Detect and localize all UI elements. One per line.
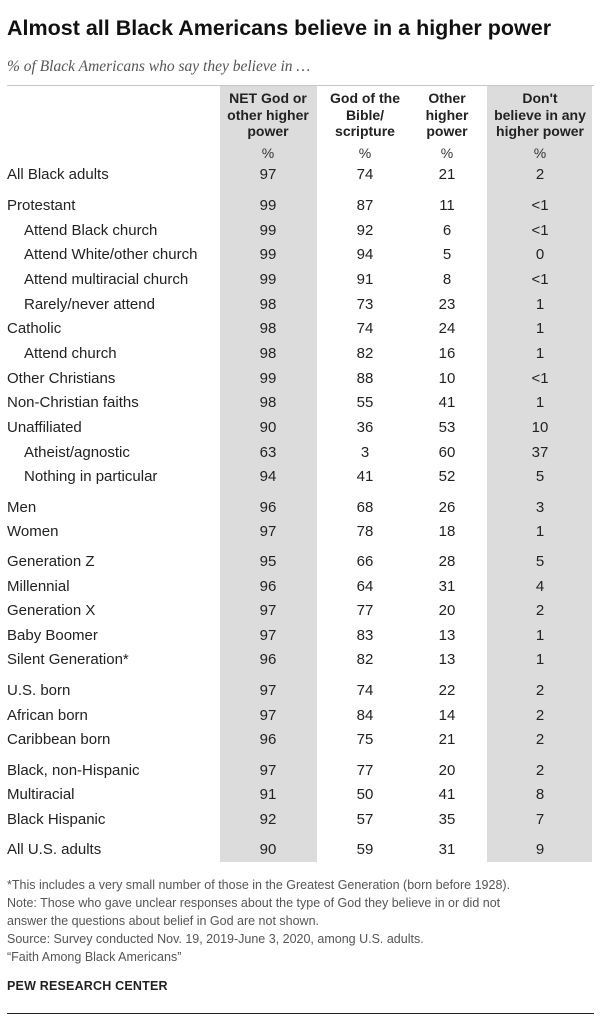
- row-label: U.S. born: [7, 682, 71, 699]
- column-header-line: God of the: [330, 90, 400, 106]
- cell-other: 21: [438, 166, 456, 183]
- cell-net: 99: [259, 222, 277, 239]
- cell-other: 60: [438, 444, 456, 461]
- cell-bible: 57: [356, 811, 374, 828]
- cell-dont: 1: [535, 394, 545, 411]
- cell-bible: 50: [356, 786, 374, 803]
- cell-other: 18: [438, 523, 456, 540]
- column-header-line: power: [426, 123, 468, 139]
- cell-dont: 5: [535, 553, 545, 570]
- cell-net: 63: [259, 444, 277, 461]
- cell-bible: 91: [356, 271, 374, 288]
- row-label: Multiracial: [7, 786, 75, 803]
- cell-dont: <1: [531, 197, 549, 214]
- cell-net: 99: [259, 271, 277, 288]
- bottom-divider: [7, 1013, 594, 1014]
- cell-other: 8: [442, 271, 452, 288]
- chart-subtitle: % of Black Americans who say they believe in …: [7, 58, 311, 75]
- cell-bible: 83: [356, 627, 374, 644]
- cell-other: 5: [442, 246, 452, 263]
- cell-bible: 41: [356, 468, 374, 485]
- cell-net: 96: [259, 651, 277, 668]
- row-label: Unaffiliated: [7, 419, 82, 436]
- cell-bible: 64: [356, 578, 374, 595]
- cell-net: 97: [259, 707, 277, 724]
- cell-bible: 84: [356, 707, 374, 724]
- cell-bible: 66: [356, 553, 374, 570]
- row-label: Protestant: [7, 197, 76, 214]
- cell-net: 98: [259, 320, 277, 337]
- cell-dont: 7: [535, 811, 545, 828]
- cell-bible: 78: [356, 523, 374, 540]
- chart-title: Almost all Black Americans believe in a higher power: [7, 16, 552, 40]
- cell-bible: 36: [356, 419, 374, 436]
- cell-dont: 1: [535, 523, 545, 540]
- row-label: Men: [7, 499, 37, 516]
- cell-net: 96: [259, 731, 277, 748]
- cell-other: 52: [438, 468, 456, 485]
- row-label: African born: [7, 707, 88, 724]
- brand-label: PEW RESEARCH CENTER: [7, 979, 168, 993]
- cell-dont: 1: [535, 296, 545, 313]
- row-label: All U.S. adults: [7, 841, 102, 858]
- cell-other: 23: [438, 296, 456, 313]
- cell-dont: 1: [535, 345, 545, 362]
- cell-other: 35: [438, 811, 456, 828]
- cell-other: 14: [438, 707, 456, 724]
- cell-bible: 94: [356, 246, 374, 263]
- cell-other: 20: [438, 602, 456, 619]
- cell-net: 97: [259, 627, 277, 644]
- cell-dont: 2: [535, 682, 545, 699]
- footnote-line: Note: Those who gave unclear responses about the type of God they believe in or did not: [7, 896, 501, 910]
- cell-dont: 3: [535, 499, 545, 516]
- cell-net: 99: [259, 197, 277, 214]
- cell-net: 91: [259, 786, 277, 803]
- cell-bible: 92: [356, 222, 374, 239]
- cell-other: 13: [438, 651, 456, 668]
- cell-net: 97: [259, 682, 277, 699]
- footnote-line: answer the questions about belief in God are not shown.: [7, 914, 320, 928]
- row-label: Rarely/never attend: [24, 296, 155, 313]
- row-label: Catholic: [7, 320, 62, 337]
- row-label: Attend church: [24, 345, 117, 362]
- cell-net: 95: [259, 553, 277, 570]
- cell-dont: 2: [535, 602, 545, 619]
- row-label: Attend White/other church: [24, 246, 198, 263]
- cell-dont: 1: [535, 627, 545, 644]
- footnote-line: *This includes a very small number of those in the Greatest Generation (born before 1928).: [7, 878, 511, 892]
- cell-dont: 2: [535, 762, 545, 779]
- row-label: Generation Z: [7, 553, 95, 570]
- cell-dont: 2: [535, 166, 545, 183]
- cell-net: 94: [259, 468, 277, 485]
- cell-other: 41: [438, 394, 456, 411]
- column-header-line: other higher: [227, 106, 309, 123]
- row-label: Black, non-Hispanic: [7, 762, 140, 779]
- cell-bible: 55: [356, 394, 374, 411]
- cell-other: 16: [438, 345, 456, 362]
- cell-other: 10: [438, 370, 456, 387]
- cell-dont: 4: [535, 578, 545, 595]
- cell-net: 99: [259, 370, 277, 387]
- row-label: Atheist/agnostic: [24, 444, 130, 461]
- column-unit-net: %: [261, 145, 275, 161]
- row-label: Attend multiracial church: [24, 271, 189, 288]
- column-header-line: Bible/: [345, 106, 385, 123]
- cell-net: 92: [259, 811, 277, 828]
- column-header-line: Other: [428, 90, 466, 106]
- row-label: Women: [7, 523, 59, 540]
- cell-other: 21: [438, 731, 456, 748]
- cell-bible: 74: [356, 166, 374, 183]
- cell-net: 97: [259, 166, 277, 183]
- row-label: All Black adults: [7, 166, 109, 183]
- cell-bible: 59: [356, 841, 374, 858]
- row-label: Black Hispanic: [7, 811, 106, 828]
- cell-net: 98: [259, 345, 277, 362]
- cell-dont: 2: [535, 731, 545, 748]
- report-title-line: “Faith Among Black Americans”: [7, 950, 182, 964]
- cell-other: 6: [442, 222, 452, 239]
- cell-bible: 82: [356, 345, 374, 362]
- cell-other: 41: [438, 786, 456, 803]
- column-header-dont: [485, 90, 595, 140]
- cell-bible: 74: [356, 682, 374, 699]
- cell-net: 96: [259, 499, 277, 516]
- cell-other: 53: [438, 419, 456, 436]
- cell-other: 31: [438, 578, 456, 595]
- row-label: Other Christians: [7, 370, 116, 387]
- cell-dont: 1: [535, 651, 545, 668]
- column-unit-other: %: [440, 145, 454, 161]
- cell-dont: 37: [531, 444, 549, 461]
- column-header-net: [216, 90, 320, 140]
- cell-net: 90: [259, 841, 277, 858]
- cell-net: 96: [259, 578, 277, 595]
- cell-net: 90: [259, 419, 277, 436]
- row-label: Attend Black church: [24, 222, 158, 239]
- row-label: Generation X: [7, 602, 96, 619]
- cell-net: 97: [259, 602, 277, 619]
- cell-bible: 74: [356, 320, 374, 337]
- cell-other: 13: [438, 627, 456, 644]
- column-header-line: believe in any: [494, 106, 586, 123]
- cell-net: 99: [259, 246, 277, 263]
- cell-net: 97: [259, 762, 277, 779]
- cell-dont: 8: [535, 786, 545, 803]
- row-label: Nothing in particular: [24, 468, 158, 485]
- cell-bible: 82: [356, 651, 374, 668]
- row-label: Silent Generation*: [7, 651, 129, 668]
- column-header-line: power: [247, 123, 289, 139]
- row-label: Baby Boomer: [7, 627, 98, 644]
- column-header-line: higher: [425, 106, 469, 123]
- cell-other: 26: [438, 499, 456, 516]
- cell-other: 22: [438, 682, 456, 699]
- cell-dont: <1: [531, 222, 549, 239]
- cell-bible: 87: [356, 197, 374, 214]
- cell-other: 31: [438, 841, 456, 858]
- cell-net: 97: [259, 523, 277, 540]
- cell-other: 24: [438, 320, 456, 337]
- cell-bible: 88: [356, 370, 374, 387]
- column-header-line: higher power: [496, 123, 584, 139]
- row-label: Millennial: [7, 578, 70, 595]
- cell-dont: 10: [531, 419, 549, 436]
- cell-dont: 9: [535, 841, 545, 858]
- row-label: Caribbean born: [7, 731, 111, 748]
- column-header-other: [412, 90, 482, 140]
- cell-dont: 2: [535, 707, 545, 724]
- row-label: Non-Christian faiths: [7, 394, 139, 411]
- cell-bible: 3: [360, 444, 370, 461]
- source-line: Source: Survey conducted Nov. 19, 2019-June 3, 2020, among U.S. adults.: [7, 932, 424, 946]
- cell-net: 98: [259, 394, 277, 411]
- column-unit-bible: %: [358, 145, 372, 161]
- cell-bible: 77: [356, 602, 374, 619]
- cell-dont: <1: [531, 271, 549, 288]
- column-header-line: scripture: [335, 123, 395, 139]
- cell-bible: 73: [356, 296, 374, 313]
- cell-bible: 68: [356, 499, 374, 516]
- cell-bible: 75: [356, 731, 374, 748]
- cell-bible: 77: [356, 762, 374, 779]
- cell-dont: 0: [535, 246, 545, 263]
- column-header-bible: [320, 90, 410, 140]
- column-header-line: NET God or: [229, 90, 307, 106]
- column-header-line: Don't: [522, 90, 558, 106]
- column-unit-dont: %: [533, 145, 547, 161]
- cell-other: 20: [438, 762, 456, 779]
- cell-dont: <1: [531, 370, 549, 387]
- cell-other: 28: [438, 553, 456, 570]
- cell-dont: 1: [535, 320, 545, 337]
- cell-other: 11: [439, 197, 455, 214]
- cell-net: 98: [259, 296, 277, 313]
- cell-dont: 5: [535, 468, 545, 485]
- footnotes: [7, 876, 602, 966]
